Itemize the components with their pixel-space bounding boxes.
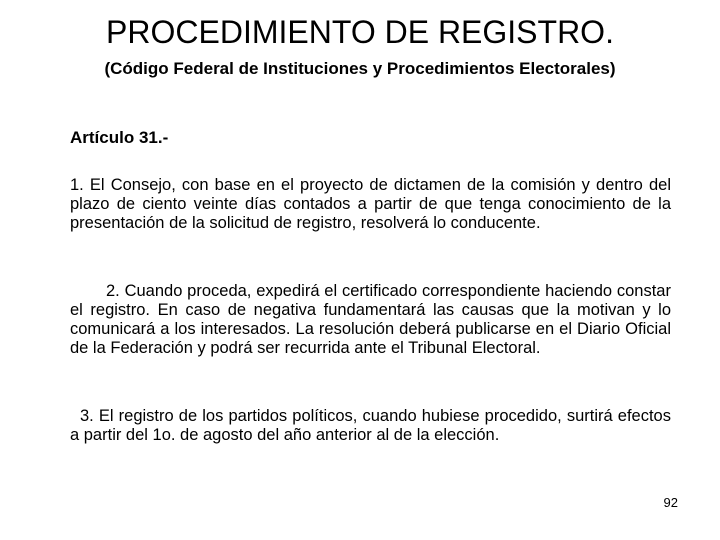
paragraph-2-lead: 2. (106, 282, 125, 300)
paragraph-3-text: El registro de los partidos políticos, cuando hubiese procedido, surtirá efectos a partir del 1o. de agosto del año anterior al de la elección. (70, 407, 671, 444)
article-heading: Artículo 31.- (70, 128, 169, 147)
paragraph-2 (70, 282, 671, 358)
page-number: 92 (663, 495, 678, 510)
slide-title: PROCEDIMIENTO DE REGISTRO. (106, 14, 614, 50)
paragraph-1-lead: 1. (70, 176, 90, 194)
paragraph-2-text: Cuando proceda, expedirá el certificado correspondiente haciendo constar el registro. En caso de negativa fundamentará las causas que la motivan y lo comunicará a los interesados. La resolución deberá publicarse en el Diario Oficial de la Federación y podrá ser recurrida ante el Tribunal Electoral. (70, 282, 671, 357)
paragraph-3 (70, 407, 671, 445)
paragraph-1-text: El Consejo, con base en el proyecto de dictamen de la comisión y dentro del plazo de ciento veinte días contados a partir de que tenga conocimiento de la presentación de la solicitud de registro, resolverá lo conducente. (70, 176, 671, 232)
slide-subtitle: (Código Federal de Instituciones y Procedimientos Electorales) (104, 59, 616, 78)
paragraph-1 (70, 176, 671, 233)
paragraph-3-lead: 3. (80, 407, 99, 425)
